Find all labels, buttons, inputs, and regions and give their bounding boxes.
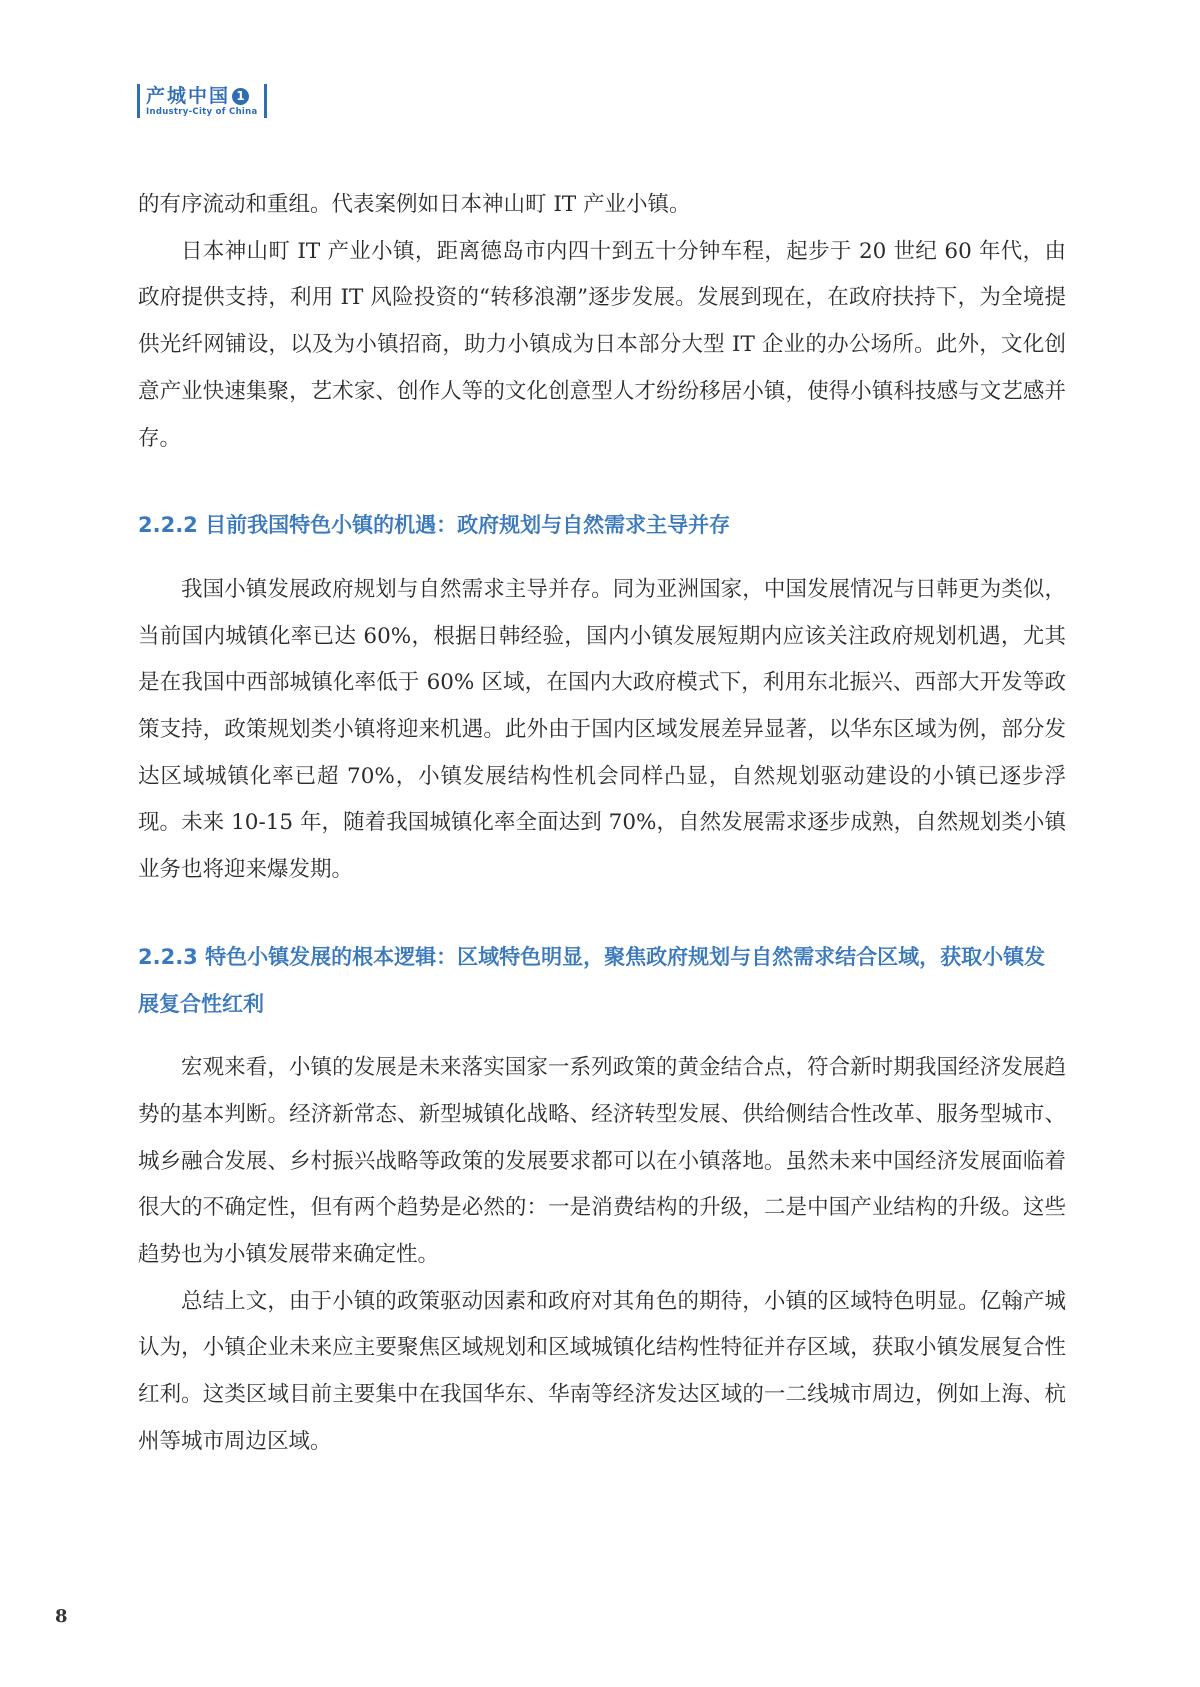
publication-logo [137, 84, 267, 118]
paragraph-continuation: 的有序流动和重组。代表案例如日本神山町 IT 产业小镇。 [138, 192, 691, 217]
paragraph-kamiyama: 日本神山町 IT 产业小镇，距离德岛市内四十到五十分钟车程，起步于 20 世纪 60 年代，由政府提供支持，利用 IT 风险投资的“转移浪潮”逐步发展。发展到现在，在政府扶持下，为全境提供光纤网铺设，以及为小镇招商，助力小镇成为日本部分大型 IT 企业的办公场所。此外，文化创意产业快速集聚，艺术家、创作人等的文化创意型人才纷纷移居小镇，使得小镇科技感与文艺感并存。 [138, 238, 1066, 451]
paragraph-summary: 总结上文，由于小镇的政策驱动因素和政府对其角色的期待，小镇的区域特色明显。亿翰产城认为，小镇企业未来应主要聚焦区域规划和区域城镇化结构性特征并存区域，获取小镇发展复合性红利。这类区域目前主要集中在我国华东、华南等经济发达区域的一二线城市周边，例如上海、杭州等城市周边区域。 [138, 1288, 1066, 1454]
logo-chinese-title [146, 85, 258, 107]
logo-badge-icon: 1 [232, 88, 249, 105]
section-heading-2-2-2: 2.2.2 目前我国特色小镇的机遇：政府规划与自然需求主导并存 [138, 513, 731, 538]
logo-right-bar [264, 84, 267, 118]
paragraph-macro-view: 宏观来看，小镇的发展是未来落实国家一系列政策的黄金结合点，符合新时期我国经济发展趋势的基本判断。经济新常态、新型城镇化战略、经济转型发展、供给侧结合性改革、服务型城市、城乡融合发展、乡村振兴战略等政策的发展要求都可以在小镇落地。虽然未来中国经济发展面临着很大的不确定性，但有两个趋势是必然的：一是消费结构的升级，二是中国产业结构的升级。这些趋势也为小镇发展带来确定性。 [138, 1055, 1066, 1268]
page-number: 8 [55, 1606, 68, 1627]
logo-cn-text: 产城中国 [146, 85, 231, 107]
logo-english-subtitle: Industry-City of China [146, 107, 258, 117]
paragraph-opportunity: 我国小镇发展政府规划与自然需求主导并存。同为亚洲国家，中国发展情况与日韩更为类似，当前国内城镇化率已达 60%，根据日韩经验，国内小镇发展短期内应该关注政府规划机遇，尤其是在我国中西部城镇化率低于 60% 区域，在国内大政府模式下，利用东北振兴、西部大开发等政策支持，政策规划类小镇将迎来机遇。此外由于国内区域发展差异显著，以华东区域为例，部分发达区域城镇化率已超 70%，小镇发展结构性机会同样凸显，自然规划驱动建设的小镇已逐步浮现。未来 10-15 年，随着我国城镇化率全面达到 70%，自然发展需求逐步成熟，自然规划类小镇业务也将迎来爆发期。 [138, 576, 1066, 883]
section-heading-2-2-3: 2.2.3 特色小镇发展的根本逻辑：区域特色明显，聚焦政府规划与自然需求结合区域，获取小镇发展复合性红利 [138, 944, 1046, 1016]
document-body [138, 182, 1066, 1466]
